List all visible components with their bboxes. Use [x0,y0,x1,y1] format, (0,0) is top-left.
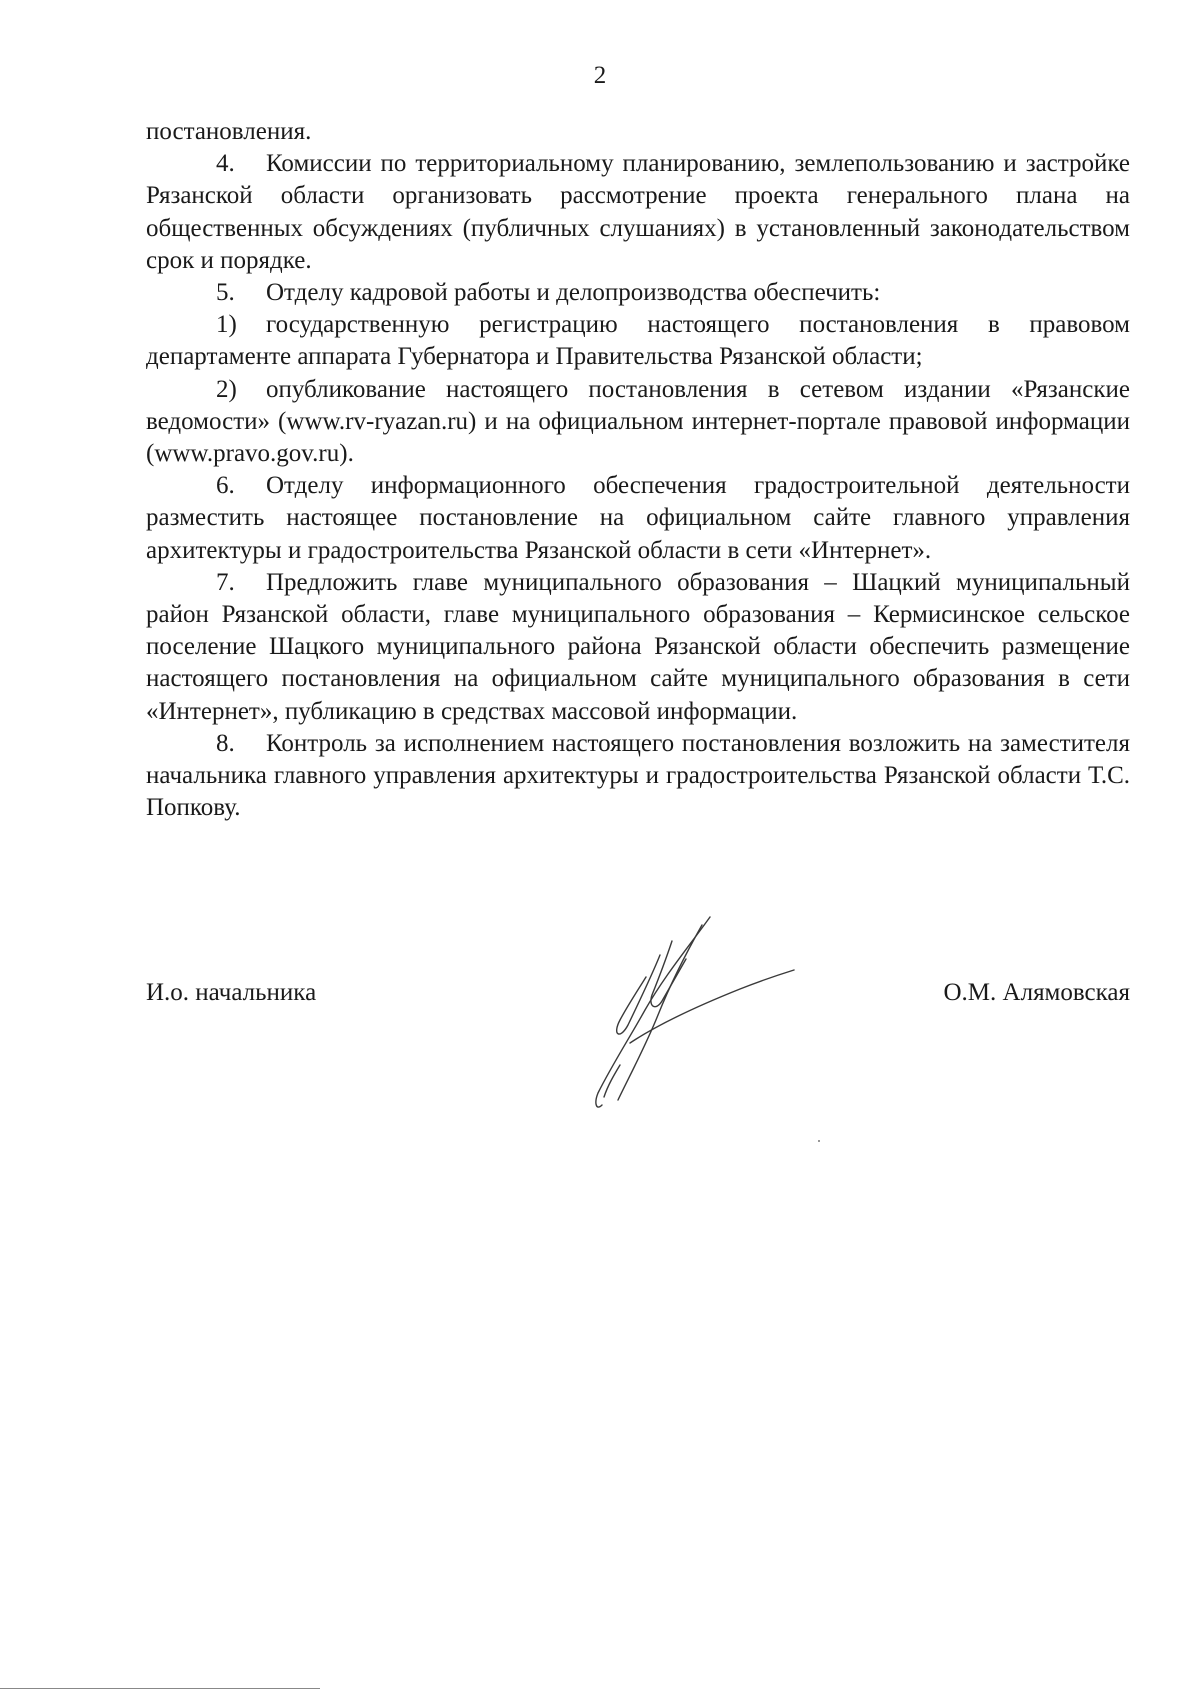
item-number: 2) [216,375,237,403]
item-number: 1) [216,311,237,339]
paragraph-item-5 [146,277,1130,309]
paragraph-item-6 [146,470,1130,567]
item-number: 6. [216,472,235,500]
paragraph-text: Отделу информационного обеспечения градостроительной деятельности разместить настоящее постановление на официальном сайте главного управления архитектуры и градостроительства Рязанской области в сети «Интернет». [146,472,1130,564]
scan-edge-line [0,1688,320,1689]
item-number: 4. [216,150,235,178]
paragraph-item-7 [146,567,1130,728]
document-body [146,116,1130,824]
paragraph-item-4 [146,148,1130,277]
paragraph-text: опубликование настоящего постановления в сетевом издании «Рязанские ведомости» (www.rv-ryazan.ru) и на официальном интернет-портале правовой информации (www.pravo.gov.ru). [146,375,1130,468]
paragraph-item-8 [146,728,1130,825]
paragraph-text: Отделу кадровой работы и делопроизводства обеспечить: [266,279,881,307]
handwritten-signature [590,915,800,1115]
paragraph-text: государственную регистрацию настоящего постановления в правовом департаменте аппарата Губернатора и Правительства Рязанской области; [146,311,1130,371]
paragraph-text: Предложить главе муниципального образования – Шацкий муниципальный район Рязанской области, главе муниципального образования – Кермисинское сельское поселение Шацкого муниципального района Рязанской области обеспечить размещение настоящего постановления на официальном сайте муниципального образования в сети «Интернет», публикацию в средствах массовой информации. [146,568,1130,725]
item-number: 5. [216,279,235,307]
paragraph-text: Контроль за исполнением настоящего постановления возложить на заместителя начальника главного управления архитектуры и градостроительства Рязанской области Т.С. Попкову. [146,729,1130,822]
signatory-name: О.М. Алямовская [943,979,1130,1006]
page-number: 2 [593,62,607,89]
scan-speck [818,1140,820,1142]
paragraph-subitem-2 [146,374,1130,471]
paragraph-subitem-1 [146,309,1130,373]
paragraph-text: постановления. [146,118,312,145]
item-number: 8. [216,729,235,757]
signatory-position: И.о. начальника [146,979,317,1006]
paragraph-text: Комиссии по территориальному планированию, землепользованию и застройке Рязанской области организовать рассмотрение проекта генерального плана на общественных обсуждениях (публичных слушаниях) в установленный законодательством срок и порядке. [146,150,1130,274]
paragraph-continuation [146,116,1130,148]
item-number: 7. [216,568,235,596]
